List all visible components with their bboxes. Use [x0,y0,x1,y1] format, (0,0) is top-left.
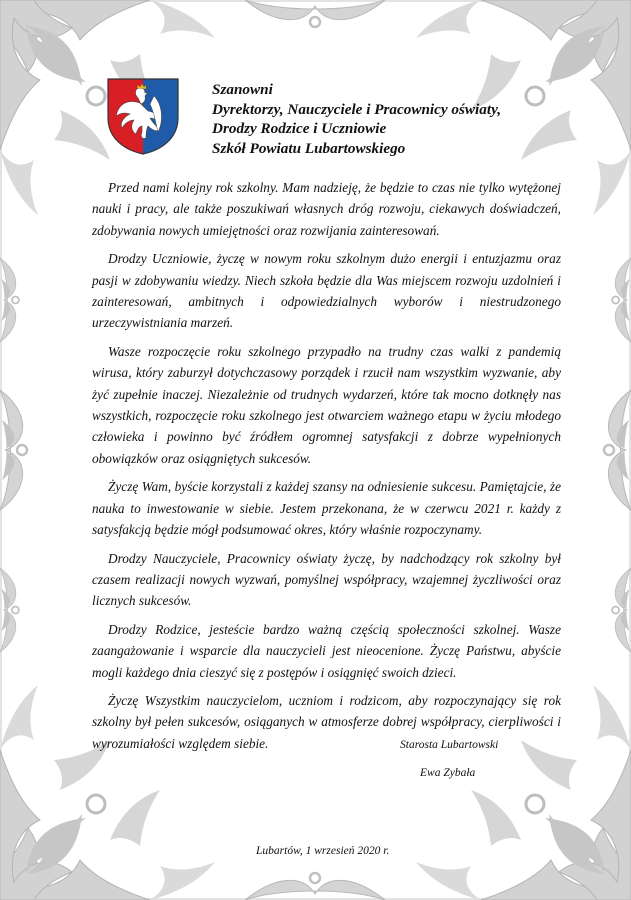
coat-of-arms-icon [104,76,182,156]
paragraph: Drodzy Rodzice, jesteście bardzo ważną częścią społeczności szkolnej. Wasze zaangażowanie i wsparcie dla nauczycieli jest nieocenione. Życzę Państwu, abyście mogli każdego dnia cieszyć się z postępów i osiągnięć swoich dzieci. [92,621,561,680]
paragraph: Drodzy Nauczyciele, Pracownicy oświaty życzę, by nadchodzący rok szkolny był czasem realizacji nowych wyzwań, pomyślnej współpracy, wzajemnej życzliwości oraz licznych sukcesów. [92,550,561,609]
signature-name: Ewa Zybała [420,767,476,779]
signature-role: Starosta Lubartowski [400,739,499,751]
letter-body [92,177,561,754]
greeting-line: Szkół Powiatu Lubartowskiego [212,139,406,157]
greeting-line: Szanowni [212,81,273,98]
paragraph: Drodzy Uczniowie, życzę w nowym roku szkolnym dużo energii i entuzjazmu oraz pasji w zdobywaniu wiedzy. Niech szkoła będzie dla Was miejscem rozwoju uzdolnień i zainteresowań, ambitnych i odpowiedzialnych wyborów i niestrudzonego urzeczywistniania marzeń. [92,251,561,331]
paragraph: Życzę Wam, byście korzystali z każdej szansy na odniesienie sukcesu. Pamiętajcie, że nauka to inwestowanie w siebie. Jestem przekonana, że w czerwcu 2021 r. każdy z satysfakcją będzie mógł podsumować okres, który właśnie rozpoczynamy. [92,479,561,538]
greeting-line: Drodzy Rodzice i Uczniowie [212,120,387,138]
paragraph: Wasze rozpoczęcie roku szkolnego przypadło na trudny czas walki z pandemią wirusa, który zaburzył dotychczasowy porządek i rzucił nam wszystkim wyzwanie, aby żyć zupełnie inaczej. Niezależnie od trudnych wydarzeń, które tak mocno dotknęły nas wszystkich, rozpoczęcie roku szkolnego jest otwarciem ważnego etapu w życiu młodego człowieka i powinno być źródłem ogromnej satysfakcji z dobrze wypełnionych obowiązków oraz osiągniętych sukcesów. [92,343,561,466]
greeting-line: Dyrektorzy, Nauczyciele i Pracownicy oświaty, [212,100,502,118]
place-and-date: Lubartów, 1 wrzesień 2020 r. [256,845,390,857]
paragraph: Przed nami kolejny rok szkolny. Mam nadzieję, że będzie to czas nie tylko wytężonej nauki i pracy, ale także poszukiwań własnych dróg rozwoju, ciekawych doświadczeń, zdobywania nowych umiejętności oraz rozwijania zainteresowań. [92,180,561,238]
paragraph: Życzę Wszystkim nauczycielom, uczniom i rodzicom, aby rozpoczynający się rok szkolny był pełen sukcesów, osiąganych w atmosferze dobrej współpracy, cierpliwości i wyrozumiałości względem siebie. [92,692,561,751]
greeting-block [212,80,592,158]
